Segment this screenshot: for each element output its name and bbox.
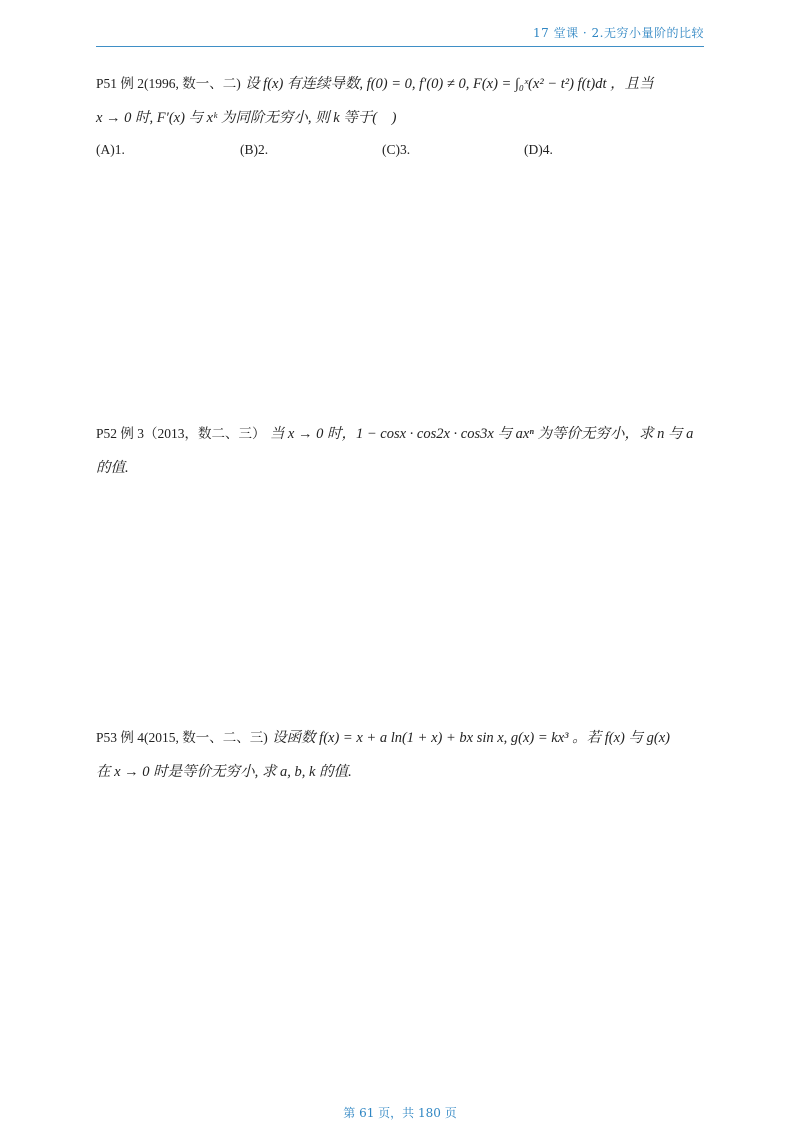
page-header	[96, 22, 704, 47]
problem-p51-line-1	[96, 74, 704, 94]
problem-p53-statement: 设函数 f(x) = x + a ln(1 + x) + bx sin x, g(x) = kx³ 。若 f(x) 与 g(x)	[272, 730, 670, 746]
choice-b: (B)2.	[240, 142, 269, 157]
problem-p52	[96, 424, 704, 492]
header-title: 17 堂课 · 2.无穷小量阶的比较	[533, 26, 704, 40]
problem-p52-statement-cont: 的值.	[96, 460, 129, 476]
choice-c: (C)3.	[382, 142, 411, 157]
problem-p52-source: （2013，数二、三）	[144, 426, 266, 441]
problem-p51	[96, 74, 704, 160]
problem-p51-line-2	[96, 108, 704, 128]
problem-p51-statement: 设 f(x) 有连续导数, f(0) = 0, f′(0) ≠ 0, F(x) = ∫₀ˣ(x² − t²) f(t)dt ，且当	[245, 76, 654, 92]
problem-p53-line-1	[96, 728, 704, 748]
problem-p53-statement-cont: 在 x → 0 时是等价无穷小, 求 a, b, k 的值.	[96, 764, 352, 780]
problem-p51-source: (1996, 数一、二)	[144, 76, 241, 91]
choice-a: (A)1.	[96, 142, 125, 157]
page-number: 第 61 页，共 180 页	[343, 1106, 457, 1120]
problem-p52-line-2	[96, 458, 704, 478]
problem-p53-source: (2015, 数一、二、三)	[144, 730, 268, 745]
choice-d: (D)4.	[524, 142, 553, 157]
problem-p52-label: P52 例 3	[96, 426, 145, 441]
problem-p52-statement: 当 x → 0 时，1 − cosx · cos2x · cos3x 与 axⁿ 为等价无穷小，求 n 与 a	[269, 426, 694, 442]
problem-p51-label: P51 例 2	[96, 76, 145, 91]
problem-p53-line-2	[96, 762, 704, 782]
problem-p51-choices	[96, 140, 704, 160]
problem-p51-statement-cont: x → 0 时, F′(x) 与 xᵏ 为同阶无穷小, 则 k 等于( )	[96, 110, 397, 126]
problem-p53	[96, 728, 704, 796]
page-footer	[0, 1104, 800, 1121]
problem-p53-label: P53 例 4	[96, 730, 145, 745]
problem-p52-line-1	[96, 424, 704, 444]
